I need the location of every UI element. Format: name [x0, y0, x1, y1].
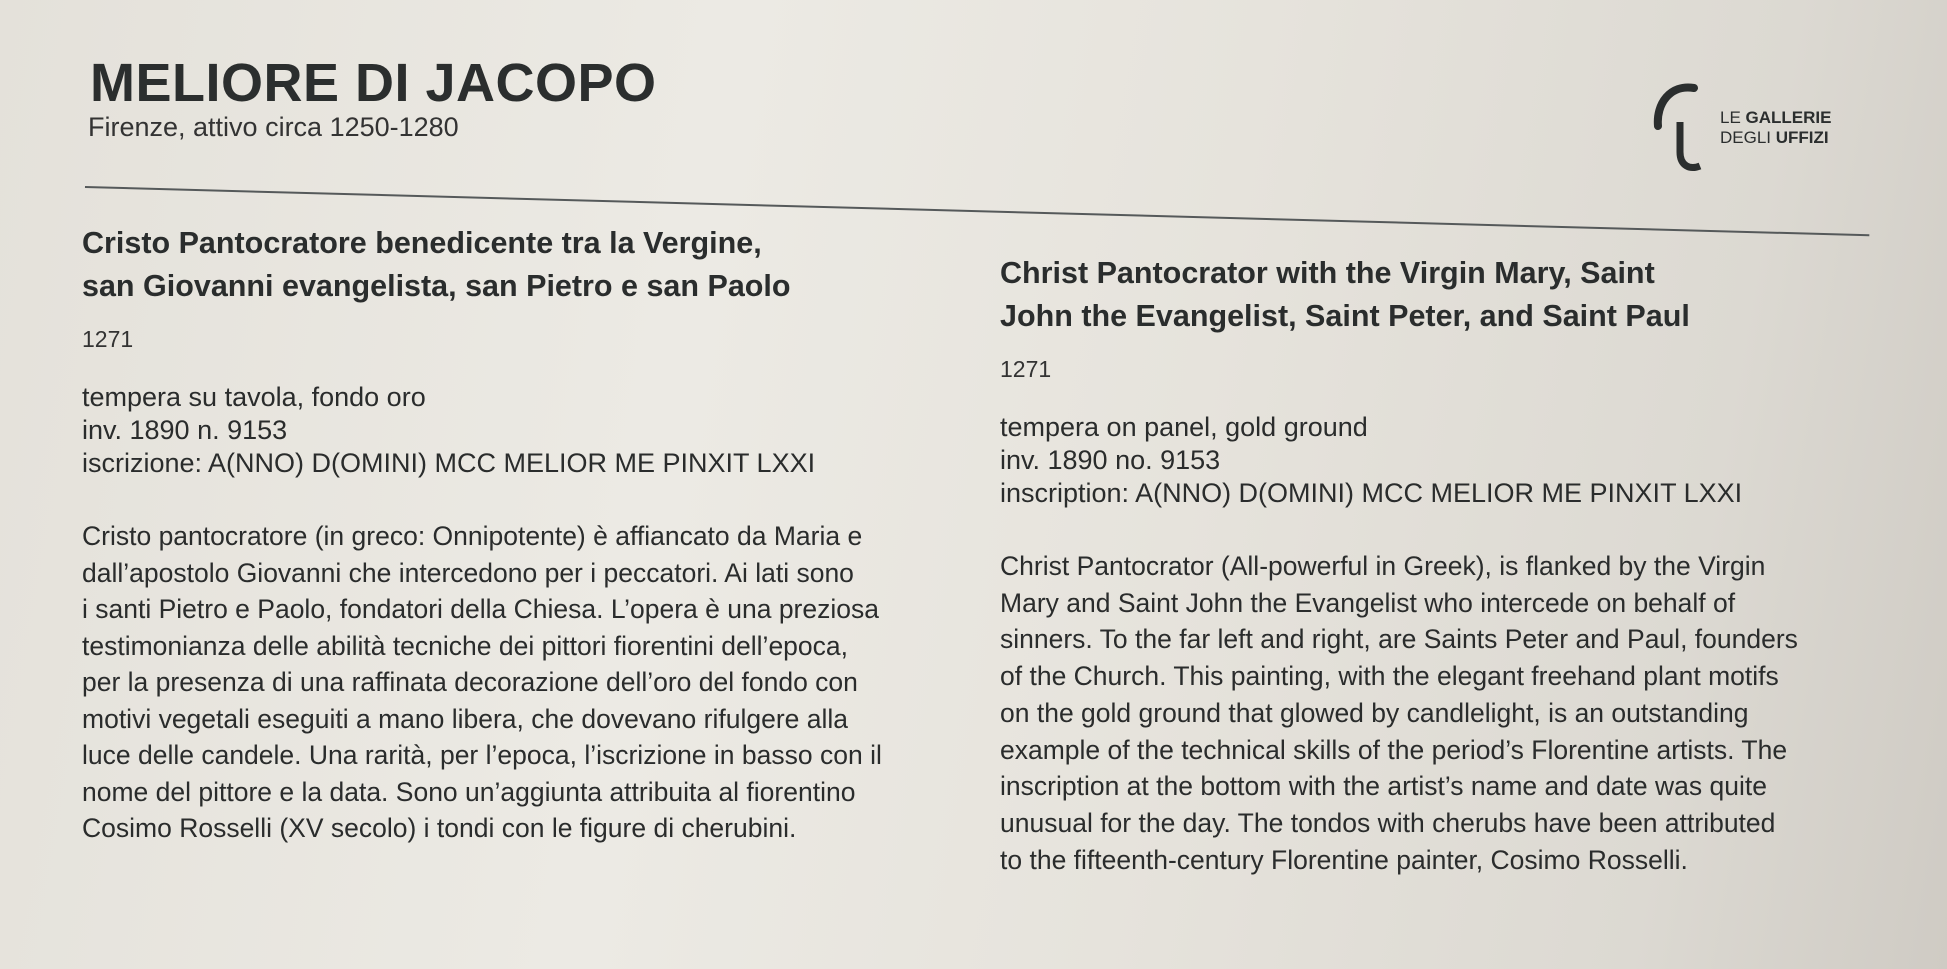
text-line: Christ Pantocrator (All-powerful in Greek), is flanked by the Virgin	[1000, 551, 1766, 581]
title-line: Cristo Pantocratore benedicente tra la Vergine,	[82, 226, 762, 260]
text-line: sinners. To the far left and right, are Saints Peter and Paul, founders	[1000, 624, 1798, 655]
inventory-number: inv. 1890 no. 9153	[1000, 445, 1221, 475]
text-line: inscription at the bottom with the artist’s name and date was quite	[1000, 771, 1767, 802]
text-line: luce delle candele. Una rarità, per l’epoca, l’iscrizione in basso con il	[82, 740, 882, 770]
text-line: example of the technical skills of the period’s Florentine artists. The	[1000, 734, 1788, 765]
artist-info: Firenze, attivo circa 1250-1280	[88, 112, 459, 142]
artwork-title-en	[1000, 252, 1798, 338]
logo-text: UFFIZI	[1775, 128, 1829, 147]
description-en	[1000, 548, 1798, 878]
english-column	[1000, 252, 1798, 878]
text-line: dall’apostolo Giovanni che intercedono per i peccatori. Ai lati sono	[82, 557, 854, 588]
text-line: on the gold ground that glowed by candlelight, is an outstanding	[1000, 697, 1749, 728]
text-line: motivi vegetali eseguiti a mano libera, che dovevano rifulgere alla	[82, 703, 848, 734]
artwork-title-it	[82, 222, 882, 308]
italian-column	[82, 222, 882, 847]
text-line: Cristo pantocratore (in greco: Onnipotente) è affiancato da Maria e	[82, 521, 863, 551]
title-line: Christ Pantocrator with the Virgin Mary, Saint	[1000, 256, 1655, 290]
title-line: san Giovanni evangelista, san Pietro e san Paolo	[82, 269, 791, 303]
text-line: unusual for the day. The tondos with cherubs have been attributed	[1000, 807, 1776, 838]
artwork-year: 1271	[82, 326, 134, 352]
inventory-number: inv. 1890 n. 9153	[82, 415, 288, 445]
uffizi-logo-icon	[1650, 82, 1706, 174]
inscription: inscription: A(NNO) D(OMINI) MCC MELIOR ME PINXIT LXXI	[1000, 478, 1743, 508]
logo-text: LE	[1720, 108, 1741, 127]
text-line: nome del pittore e la data. Sono un’aggiunta attribuita al fiorentino	[82, 776, 856, 807]
logo-text: GALLERIE	[1745, 108, 1832, 127]
text-line: to the fifteenth-century Florentine painter, Cosimo Rosselli.	[1000, 844, 1688, 875]
title-line: John the Evangelist, Saint Peter, and Saint Paul	[1000, 299, 1690, 333]
artwork-year: 1271	[1000, 356, 1052, 382]
medium: tempera on panel, gold ground	[1000, 412, 1368, 442]
description-it	[82, 518, 882, 847]
artist-name: MELIORE DI JACOPO	[90, 53, 657, 113]
text-line: of the Church. This painting, with the elegant freehand plant motifs	[1000, 661, 1779, 692]
medium: tempera su tavola, fondo oro	[82, 382, 426, 412]
artwork-details-en	[1000, 411, 1798, 510]
text-line: per la presenza di una raffinata decorazione dell’oro del fondo con	[82, 667, 858, 697]
inscription: iscrizione: A(NNO) D(OMINI) MCC MELIOR ME PINXIT LXXI	[82, 448, 816, 478]
logo-text: DEGLI	[1720, 128, 1772, 147]
artwork-details-it	[82, 381, 882, 480]
text-line: i santi Pietro e Paolo, fondatori della Chiesa. L’opera è una preziosa	[82, 594, 879, 624]
text-line: Mary and Saint John the Evangelist who intercede on behalf of	[1000, 587, 1736, 618]
text-line: Cosimo Rosselli (XV secolo) i tondi con le figure di cherubini.	[82, 813, 797, 843]
uffizi-logo	[1650, 82, 1831, 174]
text-line: testimonianza delle abilità tecniche dei pittori fiorentini dell’epoca,	[82, 630, 849, 661]
